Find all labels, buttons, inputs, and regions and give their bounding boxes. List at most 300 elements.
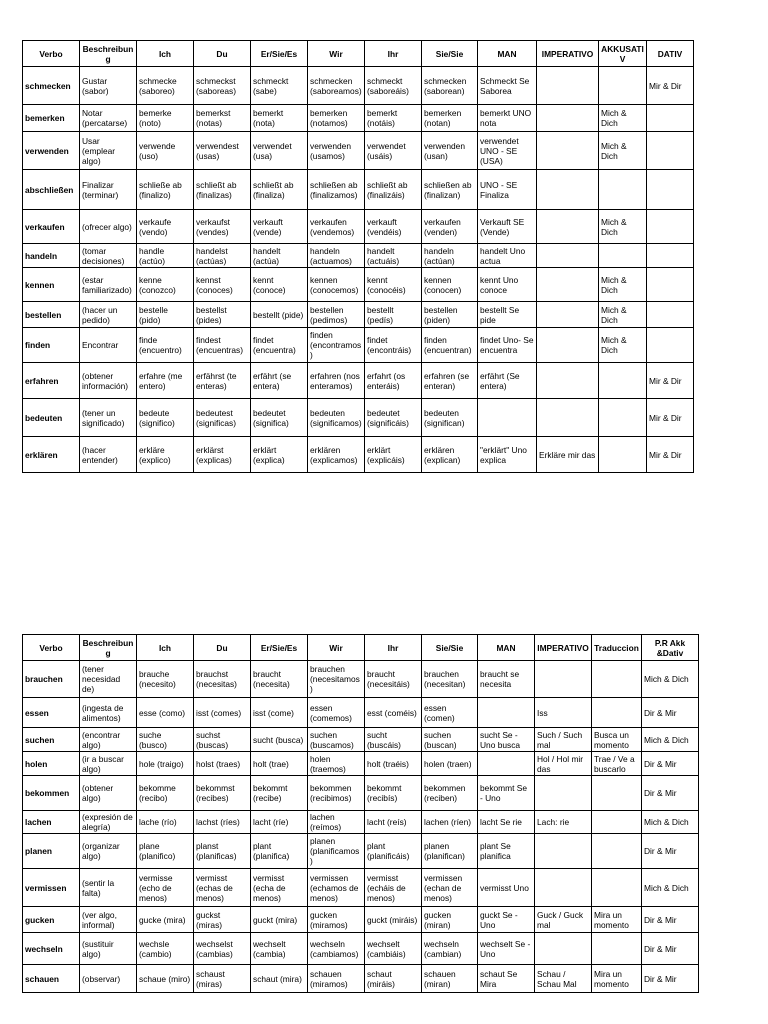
table-cell: sucht (buscáis) (365, 728, 422, 752)
table-cell: (tener un significado) (80, 399, 137, 437)
table-cell (599, 363, 647, 399)
table-cell: plant (planifica) (251, 834, 308, 869)
table-cell: verwenden (usamos) (308, 132, 365, 170)
table-cell: planen (planifican) (422, 834, 478, 869)
table-cell: Iss (535, 698, 592, 728)
table-cell: brauche (necesito) (137, 661, 194, 698)
table-row (23, 67, 694, 105)
table-cell: Mich & Dich (599, 132, 647, 170)
table-cell: sucht Se - Uno busca (478, 728, 535, 752)
table-row (23, 170, 694, 210)
table-cell: schmeckt (saboreáis) (365, 67, 422, 105)
table-cell: vermisst (echa de menos) (251, 869, 308, 907)
table-cell: gucken (miramos) (308, 907, 365, 933)
table-cell: verkauft (vende) (251, 210, 308, 244)
table-cell: bekommen (recibimos) (308, 776, 365, 811)
table-cell (478, 698, 535, 728)
table-cell: verwendest (usas) (194, 132, 251, 170)
table-cell: verkauft (vendéis) (365, 210, 422, 244)
table-row (23, 328, 694, 363)
table-cell (599, 244, 647, 268)
table-cell (535, 834, 592, 869)
table-cell: vermissen (echan de menos) (422, 869, 478, 907)
table-cell: (estar familiarizado) (80, 268, 137, 302)
table-cell (592, 698, 642, 728)
table-cell: schauen (miramos) (308, 965, 365, 993)
table-cell: bemerken (notamos) (308, 105, 365, 132)
table-cell: vermisst (echas de menos) (194, 869, 251, 907)
table-row (23, 834, 699, 869)
table-cell: handeln (actúan) (422, 244, 478, 268)
header-du: Du (194, 635, 251, 661)
verb-cell: lachen (23, 811, 80, 834)
verb-cell: brauchen (23, 661, 80, 698)
table-row (23, 752, 699, 776)
table-cell: suchst (buscas) (194, 728, 251, 752)
header-beschreibung: Beschreibung (80, 41, 137, 67)
table-cell: Mir & Dir (647, 399, 694, 437)
table-cell: Verkauft SE (Vende) (478, 210, 537, 244)
table-cell: UNO - SE Finaliza (478, 170, 537, 210)
table-cell: (ofrecer algo) (80, 210, 137, 244)
conjugation-table-1 (22, 40, 694, 473)
table-cell (599, 399, 647, 437)
table-row (23, 244, 694, 268)
table-cell: kennt (conoce) (251, 268, 308, 302)
table-cell: Dir & Mir (642, 907, 699, 933)
table-cell: vermisst (echáis de menos) (365, 869, 422, 907)
table-cell: (obtener información) (80, 363, 137, 399)
table-cell: (tomar decisiones) (80, 244, 137, 268)
verb-cell: bestellen (23, 302, 80, 328)
table-cell: schmecken (saboreamos) (308, 67, 365, 105)
table-cell: lachst (ríes) (194, 811, 251, 834)
table-cell: schaut (mira) (251, 965, 308, 993)
table-cell (537, 302, 599, 328)
table-cell: (organizar algo) (80, 834, 137, 869)
table-cell: bedeutest (significas) (194, 399, 251, 437)
table-cell: suche (busco) (137, 728, 194, 752)
table-cell: bestellt (pedís) (365, 302, 422, 328)
table-cell: schauen (miran) (422, 965, 478, 993)
table-cell (599, 67, 647, 105)
table-cell: schmecke (saboreo) (137, 67, 194, 105)
table-cell: bedeuten (significan) (422, 399, 478, 437)
table-cell (537, 67, 599, 105)
table-cell (592, 776, 642, 811)
table-cell: erfahre (me entero) (137, 363, 194, 399)
table-cell: Mich & Dich (599, 210, 647, 244)
table-cell: holen (traen) (422, 752, 478, 776)
verb-cell: vermissen (23, 869, 80, 907)
table-cell: handle (actúo) (137, 244, 194, 268)
table-cell (647, 328, 694, 363)
table-cell (599, 170, 647, 210)
table-cell (537, 268, 599, 302)
table-cell: suchen (buscan) (422, 728, 478, 752)
table-cell: schmeckst (saboreas) (194, 67, 251, 105)
table-cell: erklärt (explica) (251, 437, 308, 473)
table-cell: schließt ab (finalizas) (194, 170, 251, 210)
table-row (23, 268, 694, 302)
table-cell (535, 933, 592, 965)
table-cell: finden (encuentran) (422, 328, 478, 363)
table-cell (592, 661, 642, 698)
table-cell: kennst (conoces) (194, 268, 251, 302)
table-cell: bekommt (recibís) (365, 776, 422, 811)
table-cell: schließt ab (finalizáis) (365, 170, 422, 210)
table-cell (537, 170, 599, 210)
table-row (23, 933, 699, 965)
table-cell: gucken (miran) (422, 907, 478, 933)
table-cell: Mich & Dich (642, 869, 699, 907)
header-ich: Ich (137, 41, 194, 67)
table-cell: erfahrt (os enteráis) (365, 363, 422, 399)
table-cell: (hacer entender) (80, 437, 137, 473)
table-cell: holen (traemos) (308, 752, 365, 776)
header-dativ: DATIV (647, 41, 694, 67)
table-cell: Dir & Mir (642, 776, 699, 811)
table-cell: Mich & Dich (599, 328, 647, 363)
table-cell: wechsle (cambio) (137, 933, 194, 965)
table-cell (537, 105, 599, 132)
verb-cell: schmecken (23, 67, 80, 105)
table-row (23, 210, 694, 244)
table-cell: handelst (actúas) (194, 244, 251, 268)
header-man: MAN (478, 41, 537, 67)
table-cell: kenne (conozco) (137, 268, 194, 302)
table-cell: bekommen (reciben) (422, 776, 478, 811)
verb-cell: wechseln (23, 933, 80, 965)
table-cell: findet Uno- Se encuentra (478, 328, 537, 363)
table-cell: verwende (uso) (137, 132, 194, 170)
table-cell: lachen (ríen) (422, 811, 478, 834)
table-cell: wechseln (cambiamos) (308, 933, 365, 965)
table-cell: erkläre (explico) (137, 437, 194, 473)
header-ihr: Ihr (365, 41, 422, 67)
table-cell: holst (traes) (194, 752, 251, 776)
table-cell (537, 328, 599, 363)
table-cell: gucke (mira) (137, 907, 194, 933)
table-cell: "erklärt" Uno explica (478, 437, 537, 473)
table-cell: bestellen (piden) (422, 302, 478, 328)
verb-cell: abschließen (23, 170, 80, 210)
header-er-sie-es: Er/Sie/Es (251, 635, 308, 661)
table-cell: vermisse (echo de menos) (137, 869, 194, 907)
table-cell: hole (traigo) (137, 752, 194, 776)
table-row (23, 776, 699, 811)
verb-cell: essen (23, 698, 80, 728)
table-cell (537, 210, 599, 244)
table-cell: Mich & Dich (599, 105, 647, 132)
table-cell (537, 132, 599, 170)
table-cell: Mira un momento (592, 965, 642, 993)
table-cell: Dir & Mir (642, 834, 699, 869)
table-cell: handeln (actuamos) (308, 244, 365, 268)
table-cell: brauchen (necesitamos) (308, 661, 365, 698)
table-cell: braucht (necesitáis) (365, 661, 422, 698)
table-cell: lachen (reímos) (308, 811, 365, 834)
header-akkusativ: AKKUSATIV (599, 41, 647, 67)
header-wir: Wir (308, 635, 365, 661)
table-cell: lacht (ríe) (251, 811, 308, 834)
table-cell (599, 437, 647, 473)
table-cell: bemerke (noto) (137, 105, 194, 132)
table-cell: erfährst (te enteras) (194, 363, 251, 399)
verb-cell: planen (23, 834, 80, 869)
table-row (23, 399, 694, 437)
table-row (23, 698, 699, 728)
header-verbo: Verbo (23, 41, 80, 67)
table-cell: bedeutet (significáis) (365, 399, 422, 437)
table-cell: wechseln (cambian) (422, 933, 478, 965)
table-cell: (hacer un pedido) (80, 302, 137, 328)
table-cell: guckst (miras) (194, 907, 251, 933)
table-cell: brauchen (necesitan) (422, 661, 478, 698)
table-cell: schaue (miro) (137, 965, 194, 993)
verb-cell: handeln (23, 244, 80, 268)
table-cell: Trae / Ve a buscarlo (592, 752, 642, 776)
table-cell: brauchst (necesitas) (194, 661, 251, 698)
header-sie-sie: Sie/Sie (422, 41, 478, 67)
table-cell: schließen ab (finalizamos) (308, 170, 365, 210)
table-1-body (23, 67, 694, 473)
table-cell: wechselt (cambia) (251, 933, 308, 965)
table-cell: (sentir la falta) (80, 869, 137, 907)
table-cell: erklärst (explicas) (194, 437, 251, 473)
table-cell: Busca un momento (592, 728, 642, 752)
table-cell: Dir & Mir (642, 698, 699, 728)
table-cell: findest (encuentras) (194, 328, 251, 363)
table-cell (647, 170, 694, 210)
table-2-header (23, 635, 699, 661)
table-cell: Erkläre mir das (537, 437, 599, 473)
header-traduccion: Traduccion (592, 635, 642, 661)
table-cell: schließe ab (finalizo) (137, 170, 194, 210)
header-man: MAN (478, 635, 535, 661)
table-cell: essen (comemos) (308, 698, 365, 728)
table-cell (647, 302, 694, 328)
table-cell: Mich & Dich (642, 661, 699, 698)
table-cell: bekommt (recibe) (251, 776, 308, 811)
table-cell: Lach: rie (535, 811, 592, 834)
table-cell: guckt (mira) (251, 907, 308, 933)
table-cell: Dir & Mir (642, 933, 699, 965)
table-cell: schaut (miráis) (365, 965, 422, 993)
table-cell: bedeutet (significa) (251, 399, 308, 437)
table-cell: esst (coméis) (365, 698, 422, 728)
table-cell: Dir & Mir (642, 965, 699, 993)
table-cell: Gustar (sabor) (80, 67, 137, 105)
table-cell: erfährt (Se entera) (478, 363, 537, 399)
table-row (23, 105, 694, 132)
table-cell (647, 210, 694, 244)
table-cell (537, 244, 599, 268)
table-cell: verkaufen (vendemos) (308, 210, 365, 244)
table-cell: Dir & Mir (642, 752, 699, 776)
verb-cell: erklären (23, 437, 80, 473)
table-cell: bedeuten (significamos) (308, 399, 365, 437)
table-row (23, 728, 699, 752)
table-cell: Mira un momento (592, 907, 642, 933)
table-cell: bestelle (pido) (137, 302, 194, 328)
table-cell: bemerkst (notas) (194, 105, 251, 132)
table-cell: verwenden (usan) (422, 132, 478, 170)
header-imperativo: IMPERATIVO (535, 635, 592, 661)
table-row (23, 363, 694, 399)
table-1-header (23, 41, 694, 67)
table-cell: guckt (miráis) (365, 907, 422, 933)
table-cell: sucht (busca) (251, 728, 308, 752)
table-cell: bemerkt (nota) (251, 105, 308, 132)
table-cell: handelt Uno actua (478, 244, 537, 268)
table-cell: plane (planifico) (137, 834, 194, 869)
header-er-sie-es: Er/Sie/Es (251, 41, 308, 67)
table-cell: schaut Se Mira (478, 965, 535, 993)
header-verbo: Verbo (23, 635, 80, 661)
table-cell: handelt (actúa) (251, 244, 308, 268)
table-cell (535, 776, 592, 811)
table-cell: isst (come) (251, 698, 308, 728)
table-cell: kennt Uno conoce (478, 268, 537, 302)
table-cell: Mich & Dich (642, 728, 699, 752)
verb-cell: finden (23, 328, 80, 363)
verb-cell: gucken (23, 907, 80, 933)
table-cell: bestellst (pides) (194, 302, 251, 328)
table-cell (592, 869, 642, 907)
table-cell: finde (encuentro) (137, 328, 194, 363)
table-cell: Mir & Dir (647, 437, 694, 473)
table-cell: schließt ab (finaliza) (251, 170, 308, 210)
table-cell: erklären (explican) (422, 437, 478, 473)
table-cell: kennen (conocen) (422, 268, 478, 302)
table-cell: findet (encuentra) (251, 328, 308, 363)
table-cell: (encontrar algo) (80, 728, 137, 752)
table-cell: Mich & Dich (642, 811, 699, 834)
table-cell: braucht (necesita) (251, 661, 308, 698)
table-cell: bekommt Se - Uno (478, 776, 535, 811)
table-cell (647, 132, 694, 170)
table-cell: holt (traéis) (365, 752, 422, 776)
table-row (23, 132, 694, 170)
table-cell: verwendet (usa) (251, 132, 308, 170)
table-cell: wechselt (cambiáis) (365, 933, 422, 965)
table-cell: (sustituir algo) (80, 933, 137, 965)
table-cell: Mir & Dir (647, 363, 694, 399)
table-cell: erfährt (se entera) (251, 363, 308, 399)
table-row (23, 437, 694, 473)
table-cell: (ingesta de alimentos) (80, 698, 137, 728)
table-cell: (observar) (80, 965, 137, 993)
table-row (23, 811, 699, 834)
table-cell (537, 399, 599, 437)
table-cell: lacht Se rie (478, 811, 535, 834)
table-cell: findet (encontráis) (365, 328, 422, 363)
table-cell: Guck / Guck mal (535, 907, 592, 933)
table-cell: lache (río) (137, 811, 194, 834)
table-cell: schaust (miras) (194, 965, 251, 993)
table-cell: bekommst (recibes) (194, 776, 251, 811)
table-row (23, 907, 699, 933)
header-imperativo: IMPERATIVO (537, 41, 599, 67)
verb-cell: bekommen (23, 776, 80, 811)
table-cell: vermisst Uno (478, 869, 535, 907)
table-cell (647, 268, 694, 302)
table-2-body (23, 661, 699, 993)
table-cell: bemerkt UNO nota (478, 105, 537, 132)
table-cell (647, 105, 694, 132)
table-cell: planst (planificas) (194, 834, 251, 869)
table-cell: schmecken (saborean) (422, 67, 478, 105)
table-cell: Mich & Dich (599, 268, 647, 302)
table-cell: bestellen (pedimos) (308, 302, 365, 328)
table-cell: plant Se planifica (478, 834, 535, 869)
table-cell: Hol / Hol mir das (535, 752, 592, 776)
table-cell: wechselt Se - Uno (478, 933, 535, 965)
table-cell: guckt Se - Uno (478, 907, 535, 933)
table-cell: lacht (reís) (365, 811, 422, 834)
verb-cell: bemerken (23, 105, 80, 132)
table-cell: kennt (conocéis) (365, 268, 422, 302)
table-cell (478, 399, 537, 437)
header-pr-akk-dativ: P.R Akk &Dativ (642, 635, 699, 661)
table-cell: erklärt (explicáis) (365, 437, 422, 473)
table-cell: bedeute (significo) (137, 399, 194, 437)
table-cell (592, 811, 642, 834)
table-cell: bestellt (pide) (251, 302, 308, 328)
header-beschreibung: Beschreibung (80, 635, 137, 661)
table-cell: wechselst (cambias) (194, 933, 251, 965)
table-row (23, 302, 694, 328)
table-cell: suchen (buscamos) (308, 728, 365, 752)
header-sie-sie: Sie/Sie (422, 635, 478, 661)
table-cell: (tener necesidad de) (80, 661, 137, 698)
table-cell: verkaufen (venden) (422, 210, 478, 244)
table-cell: erfahren (nos enteramos) (308, 363, 365, 399)
header-wir: Wir (308, 41, 365, 67)
table-cell: handelt (actuáis) (365, 244, 422, 268)
verb-cell: holen (23, 752, 80, 776)
table-cell: kennen (conocemos) (308, 268, 365, 302)
table-cell: (obtener algo) (80, 776, 137, 811)
table-cell: schließen ab (finalizan) (422, 170, 478, 210)
table-cell: Mich & Dich (599, 302, 647, 328)
table-cell (537, 363, 599, 399)
table-cell: esse (como) (137, 698, 194, 728)
table-cell: plant (planificáis) (365, 834, 422, 869)
table-cell: Such / Such mal (535, 728, 592, 752)
table-row (23, 661, 699, 698)
table-cell: verkaufe (vendo) (137, 210, 194, 244)
table-cell: holt (trae) (251, 752, 308, 776)
table-cell: bemerken (notan) (422, 105, 478, 132)
table-cell: bekomme (recibo) (137, 776, 194, 811)
verb-cell: verkaufen (23, 210, 80, 244)
table-cell: essen (comen) (422, 698, 478, 728)
table-cell (592, 834, 642, 869)
header-ihr: Ihr (365, 635, 422, 661)
header-ich: Ich (137, 635, 194, 661)
table-cell (478, 752, 535, 776)
conjugation-table-2 (22, 634, 699, 993)
table-cell: verkaufst (vendes) (194, 210, 251, 244)
table-cell: verwendet (usáis) (365, 132, 422, 170)
table-cell: Finalizar (terminar) (80, 170, 137, 210)
table-cell: finden (encontramos) (308, 328, 365, 363)
table-row (23, 965, 699, 993)
table-cell: (ver algo, informal) (80, 907, 137, 933)
table-cell: isst (comes) (194, 698, 251, 728)
